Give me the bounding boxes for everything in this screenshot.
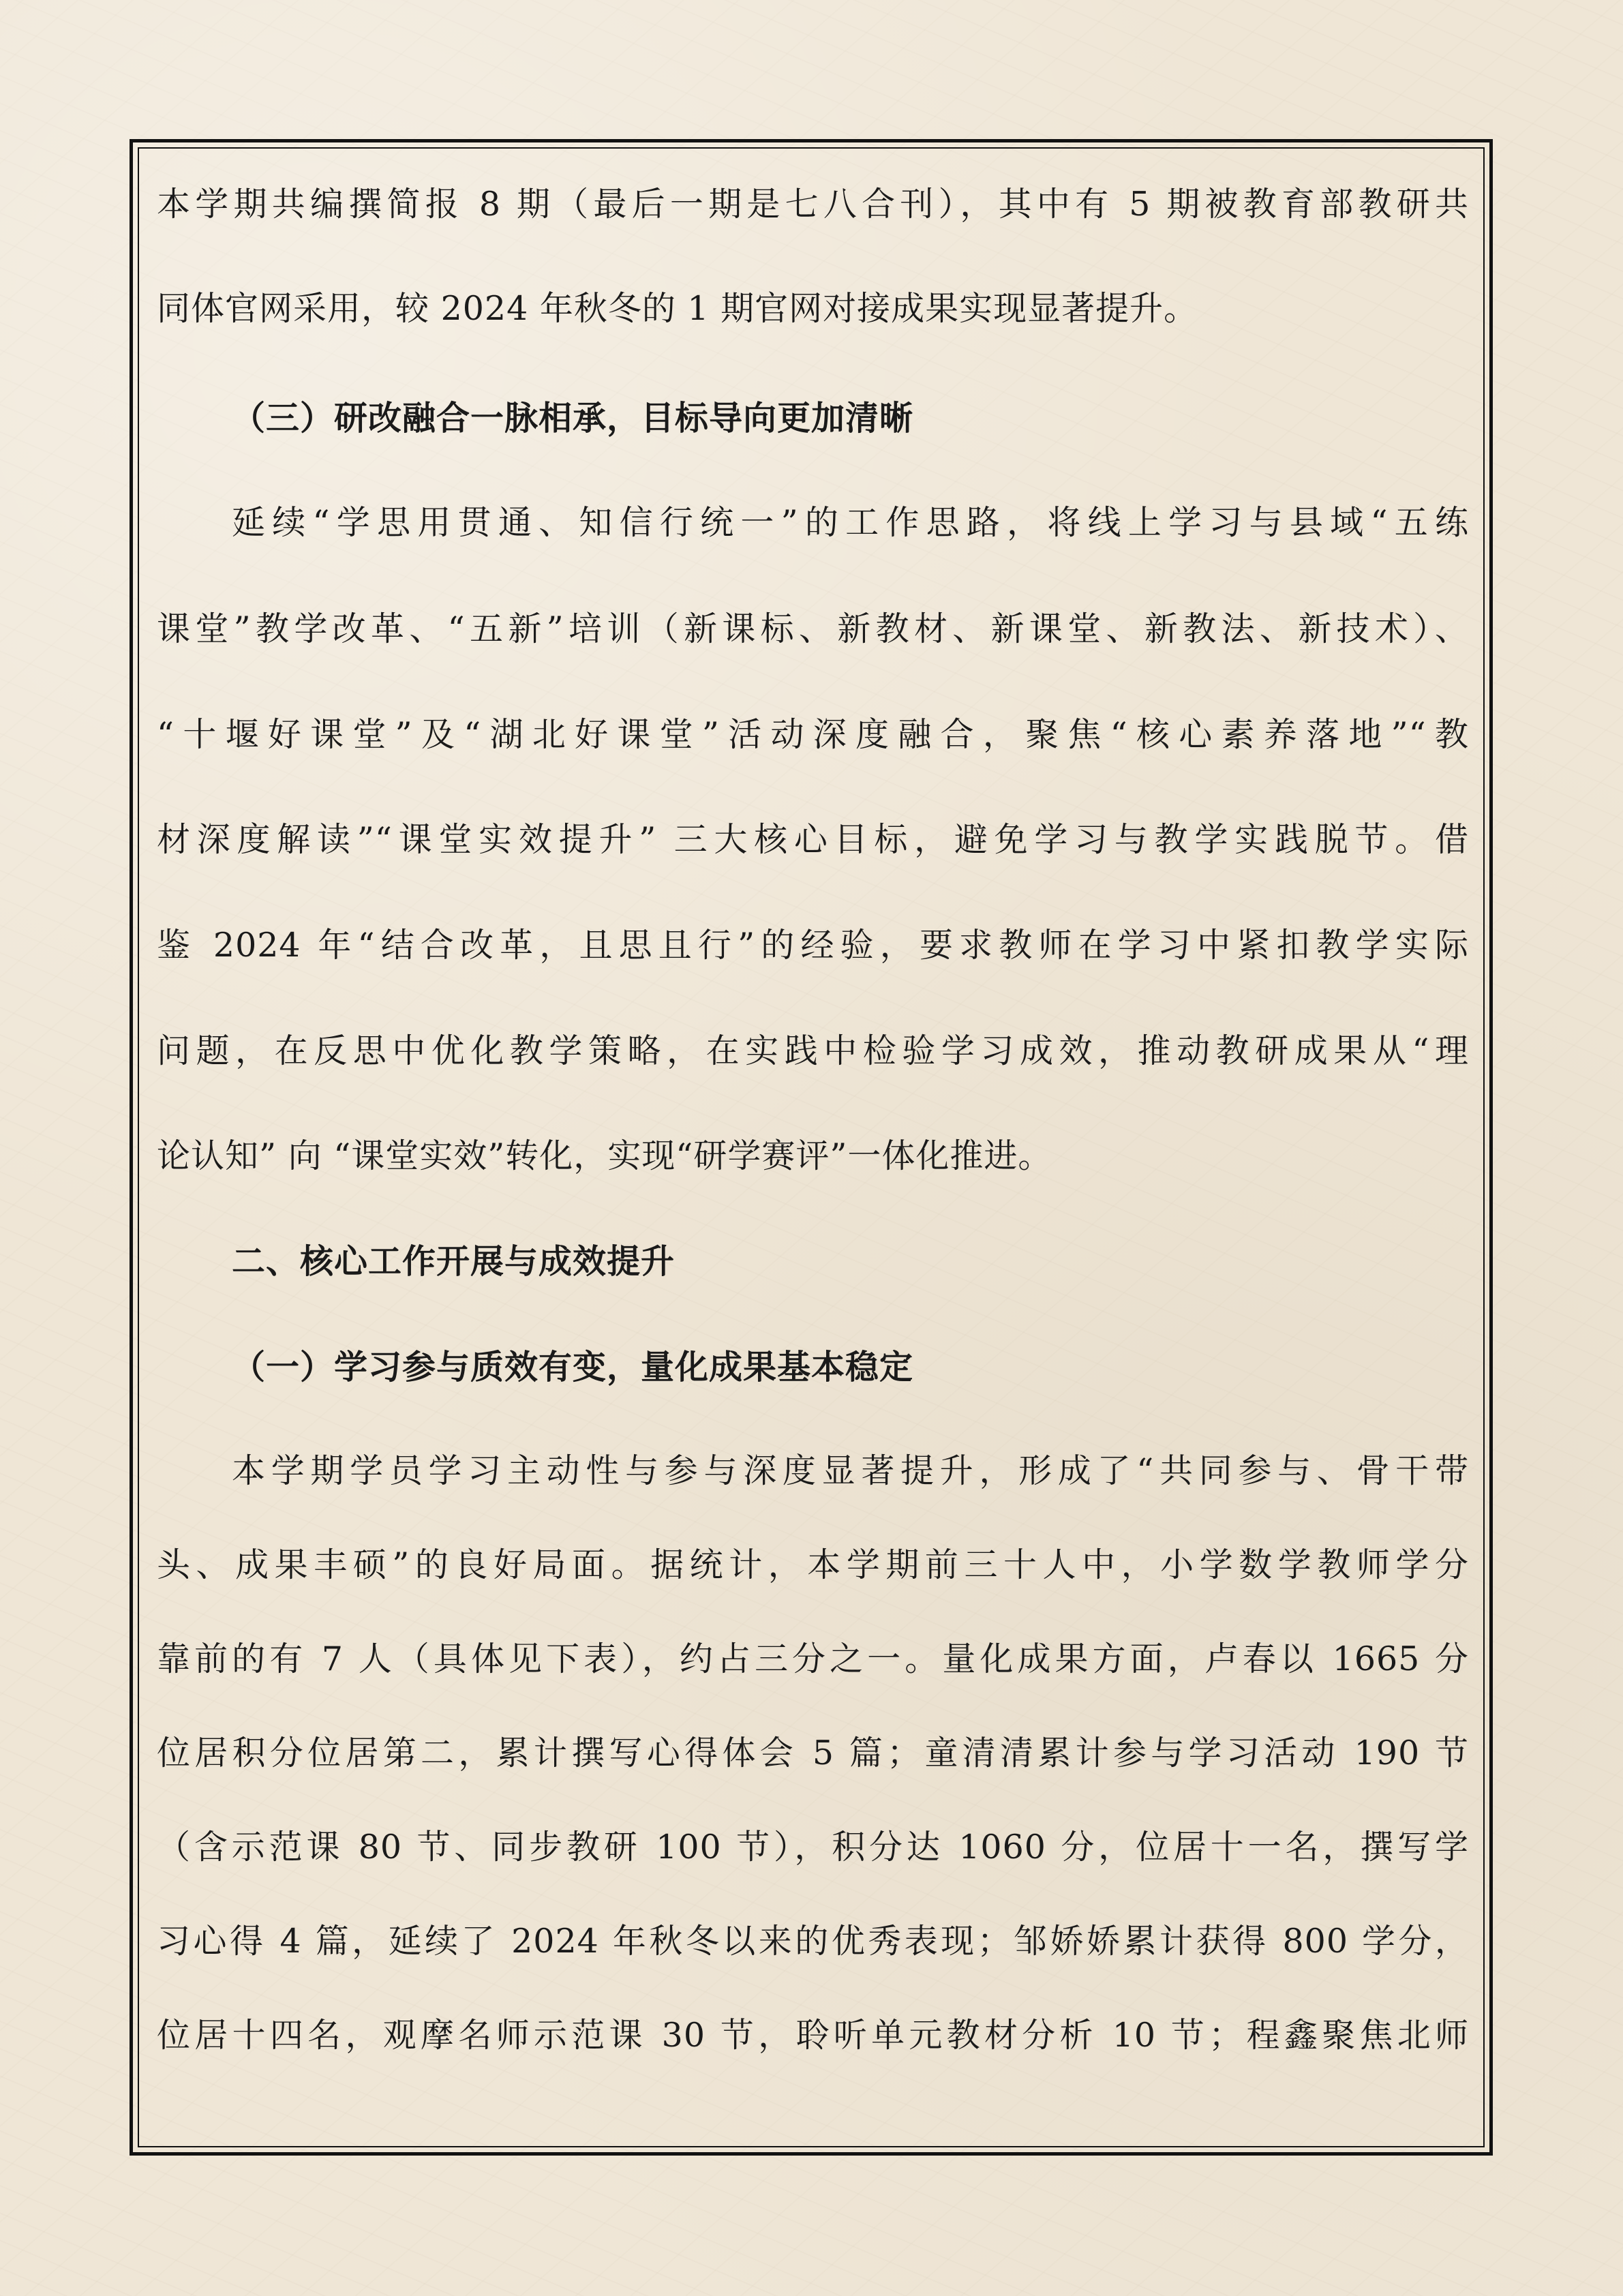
paragraph-line: （含示范课 80 节、同步教研 100 节），积分达 1060 分，位居十一名，撰写学 xyxy=(157,1828,1469,1867)
section-heading: （一）学习参与质效有变，量化成果基本稳定 xyxy=(232,1347,914,1387)
paragraph-line: 问题，在反思中优化教学策略，在实践中检验学习成效，推动教研成果从“理 xyxy=(157,1031,1469,1070)
paragraph-line: “十堰好课堂”及“湖北好课堂”活动深度融合，聚焦“核心素养落地”“教 xyxy=(157,715,1469,754)
paragraph-line: 习心得 4 篇，延续了 2024 年秋冬以来的优秀表现；邹娇娇累计获得 800 学分， xyxy=(157,1922,1469,1961)
paragraph-line: 本学期学员学习主动性与参与深度显著提升，形成了“共同参与、骨干带 xyxy=(232,1451,1469,1490)
paragraph-line: 位居积分位居第二，累计撰写心得体会 5 篇；童清清累计参与学习活动 190 节 xyxy=(157,1734,1469,1772)
paragraph-line: 论认知” 向 “课堂实效”转化，实现“研学赛评”一体化推进。 xyxy=(157,1136,1052,1175)
paragraph-line: 靠前的有 7 人（具体见下表），约占三分之一。量化成果方面，卢春以 1665 分 xyxy=(157,1640,1469,1678)
paragraph-line: 延续“学思用贯通、知信行统一”的工作思路，将线上学习与县域“五练 xyxy=(232,503,1469,542)
paragraph-line: 同体官网采用，较 2024 年秋冬的 1 期官网对接成果实现显著提升。 xyxy=(157,289,1198,328)
paragraph-line: 鉴 2024 年“结合改革，且思且行”的经验，要求教师在学习中紧扣教学实际 xyxy=(157,926,1469,965)
paragraph-line: 材深度解读”“课堂实效提升” 三大核心目标，避免学习与教学实践脱节。借 xyxy=(157,820,1469,859)
paragraph-line: 课堂”教学改革、“五新”培训（新课标、新教材、新课堂、新教法、新技术）、 xyxy=(157,609,1469,648)
paragraph-line: 位居十四名，观摩名师示范课 30 节，聆听单元教材分析 10 节；程鑫聚焦北师 xyxy=(157,2016,1469,2055)
paragraph-line: 头、成果丰硕”的良好局面。据统计，本学期前三十人中，小学数学教师学分 xyxy=(157,1545,1469,1584)
paragraph-line: 本学期共编撰简报 8 期（最后一期是七八合刊），其中有 5 期被教育部教研共 xyxy=(157,185,1469,224)
section-heading: （三）研改融合一脉相承，目标导向更加清晰 xyxy=(232,398,914,438)
section-heading: 二、核心工作开展与成效提升 xyxy=(232,1241,676,1281)
